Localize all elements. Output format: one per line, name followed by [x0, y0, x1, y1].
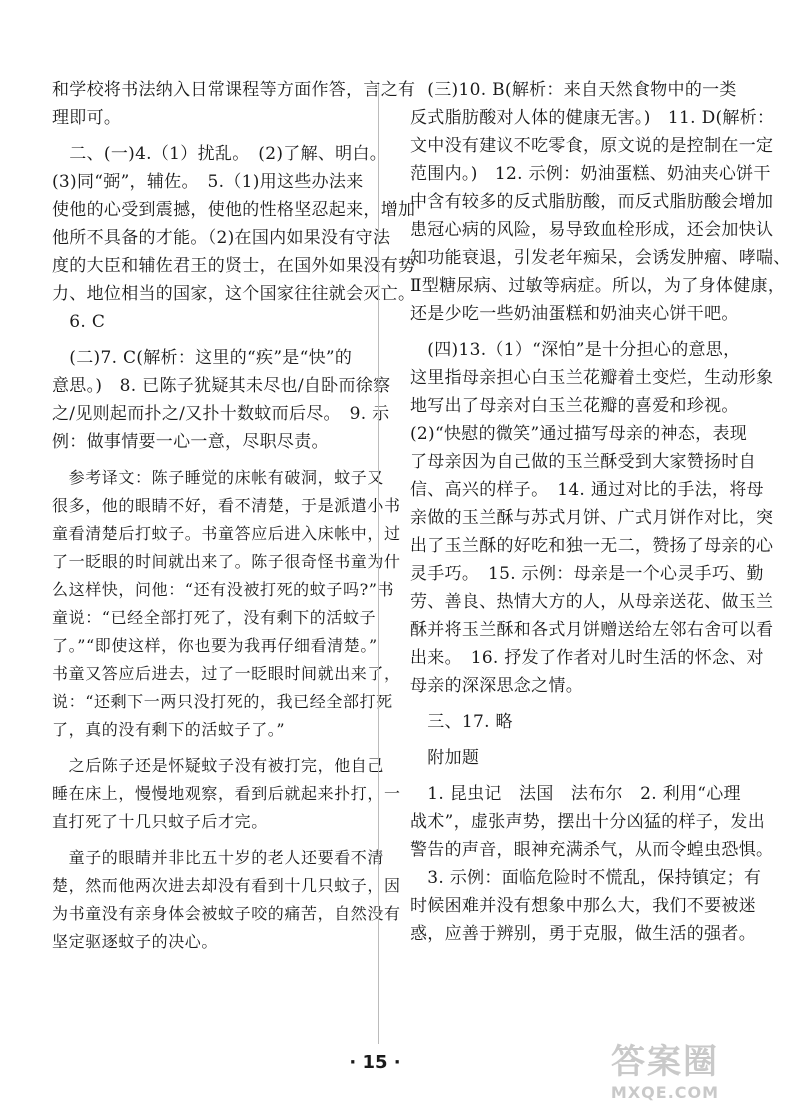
text-line: 了，真的没有剩下的活蚊子了。” [52, 720, 286, 739]
text-line: 童说：“已经全部打死了，没有剩下的活蚊子 [52, 608, 377, 627]
text-line: 亲做的玉兰酥与苏式月饼、广式月饼作对比，突 [410, 508, 774, 528]
text-line: 3. 示例：面临危险时不慌乱，保持镇定；有 [410, 868, 762, 888]
text-line: 为书童没有亲身体会被蚊子咬的痛苦，自然没有 [52, 904, 401, 923]
watermark-logo [590, 1034, 740, 1104]
text-line: 母亲的深深思念之情。 [410, 676, 583, 696]
text-line: (3)同“弼”，辅佐。 5.（1)用这些办法来 [52, 172, 364, 192]
text-line: 还是少吃一些奶油蛋糕和奶油夹心饼干吧。 [410, 304, 739, 324]
text-line: 出了玉兰酥的好吃和独一无二，赞扬了母亲的心 [410, 536, 774, 556]
text-line: 了母亲因为自己做的玉兰酥受到大家赞扬时自 [410, 452, 756, 472]
paragraph-gap [52, 744, 368, 752]
text-line: 睡在床上，慢慢地观察，看到后就起来扑打，一 [52, 784, 401, 803]
text-line: 使他的心受到震撼，使他的性格坚忍起来，增加 [52, 200, 416, 220]
text-line: 三、17. 略 [410, 712, 513, 732]
text-line: 这里指母亲担心白玉兰花瓣着土变烂，生动形象 [410, 368, 774, 388]
paragraph-gap [52, 132, 368, 140]
paragraph-gap [410, 328, 708, 336]
text-line: (三)10. B(解析：来自天然食物中的一类 [410, 80, 737, 100]
text-line: 信、高兴的样子。 14. 通过对比的手法，将母 [410, 480, 764, 500]
right-column [410, 76, 791, 948]
text-line: 时候困难并没有想象中那么大，我们不要被迷 [410, 896, 756, 916]
text-line: 度的大臣和辅佐君王的贤士，在国外如果没有势 [52, 256, 416, 276]
text-line: (四)13.（1）“深怕”是十分担心的意思， [410, 340, 741, 360]
text-line: 1. 昆虫记 法国 法布尔 2. 利用“心理 [410, 784, 741, 804]
text-line: 患冠心病的风险，易导致血栓形成，还会加快认 [410, 220, 774, 240]
text-line: (二)7. C(解析：这里的“疾”是“快”的 [52, 348, 353, 368]
text-line: 反式脂肪酸对人体的健康无害。) 11. D(解析： [410, 108, 775, 128]
text-line: 例：做事情要一心一意，尽职尽责。 [52, 432, 329, 452]
text-line: Ⅱ型糖尿病、过敏等病症。所以，为了身体健康， [410, 276, 786, 296]
text-line: 之后陈子还是怀疑蚊子没有被打完，他自己 [52, 756, 385, 775]
text-line: 出来。 16. 抒发了作者对儿时生活的怀念、对 [410, 648, 764, 668]
text-line: 范围内。) 12. 示例：奶油蛋糕、奶油夹心饼干 [410, 164, 771, 184]
text-line: 直打死了十几只蚊子后才完。 [52, 812, 268, 831]
text-line: 中含有较多的反式脂肪酸，而反式脂肪酸会增加 [410, 192, 774, 212]
text-line: 力、地位相当的国家，这个国家往往就会灭亡。 [52, 284, 416, 304]
left-column [52, 76, 416, 956]
text-line: 了一眨眼的时间就出来了。陈子很奇怪书童为什 [52, 552, 401, 571]
text-line: 灵手巧。 15. 示例：母亲是一个心灵手巧、勤 [410, 564, 764, 584]
paragraph-gap [410, 736, 708, 744]
text-line: 童子的眼睛并非比五十岁的老人还要看不清 [52, 848, 385, 867]
text-line: 之/见则起而扑之/又扑十数蚊而后尽。 9. 示 [52, 404, 390, 424]
text-line: 地写出了母亲对白玉兰花瓣的喜爱和珍视。 [410, 396, 739, 416]
text-line: 警告的声音，眼神充满杀气，从而令蝗虫恐惧。 [410, 840, 774, 860]
text-line: 6. C [52, 312, 106, 332]
text-line: 说：“还剩下一两只没打死的，我已经全部打死 [52, 692, 393, 711]
text-line: 文中没有建议不吃零食，原文说的是控制在一定 [410, 136, 774, 156]
column-divider [378, 84, 379, 1044]
text-line: 楚，然而他两次进去却没有看到十几只蚊子，因 [52, 876, 401, 895]
watermark-logo-text: 答案圈 [611, 1042, 719, 1082]
text-line: 战术”，虚张声势，摆出十分凶猛的样子，发出 [410, 812, 765, 832]
text-line: 酥并将玉兰酥和各式月饼赠送给左邻右舍可以看 [410, 620, 774, 640]
text-line: 他所不具备的才能。（2)在国内如果没有守法 [52, 228, 391, 248]
text-line: (2)“快慰的微笑”通过描写母亲的神态，表现 [410, 424, 748, 444]
paragraph-gap [52, 456, 368, 464]
text-line: 了。”“即使这样，你也要为我再仔细看清楚。” [52, 636, 378, 655]
text-line: 很多，他的眼睛不好，看不清楚，于是派遣小书 [52, 496, 401, 515]
text-line: 童看清楚后打蚊子。书童答应后进入床帐中，过 [52, 524, 401, 543]
text-line: 二、(一)4.（1）扰乱。 (2)了解、明白。 [52, 144, 388, 164]
paragraph-gap [410, 700, 708, 708]
text-line: 知功能衰退，引发老年痴呆，会诱发肿瘤、哮喘、 [410, 248, 791, 268]
text-line: 惑，应善于辨别，勇于克服，做生活的强者。 [410, 924, 756, 944]
text-line: 和学校将书法纳入日常课程等方面作答，言之有 [52, 80, 416, 100]
text-line: 附加题 [410, 748, 480, 768]
text-line: 理即可。 [52, 108, 122, 128]
text-line: 劳、善良、热情大方的人，从母亲送花、做玉兰 [410, 592, 774, 612]
text-line: 么这样快，问他：“还有没被打死的蚊子吗?”书 [52, 580, 395, 599]
text-line: 坚定驱逐蚊子的决心。 [52, 932, 219, 951]
watermark-url: MXQE.COM [610, 1083, 720, 1102]
text-line: 意思。) 8. 已陈子犹疑其未尽也/自卧而徐察 [52, 376, 391, 396]
page-number: · 15 · [349, 1052, 401, 1073]
text-line: 参考译文：陈子睡觉的床帐有破洞，蚊子又 [52, 468, 385, 487]
paragraph-gap [52, 336, 368, 344]
paragraph-gap [52, 836, 368, 844]
text-line: 书童又答应后进去，过了一眨眼时间就出来了， [52, 664, 401, 683]
paragraph-gap [410, 772, 708, 780]
